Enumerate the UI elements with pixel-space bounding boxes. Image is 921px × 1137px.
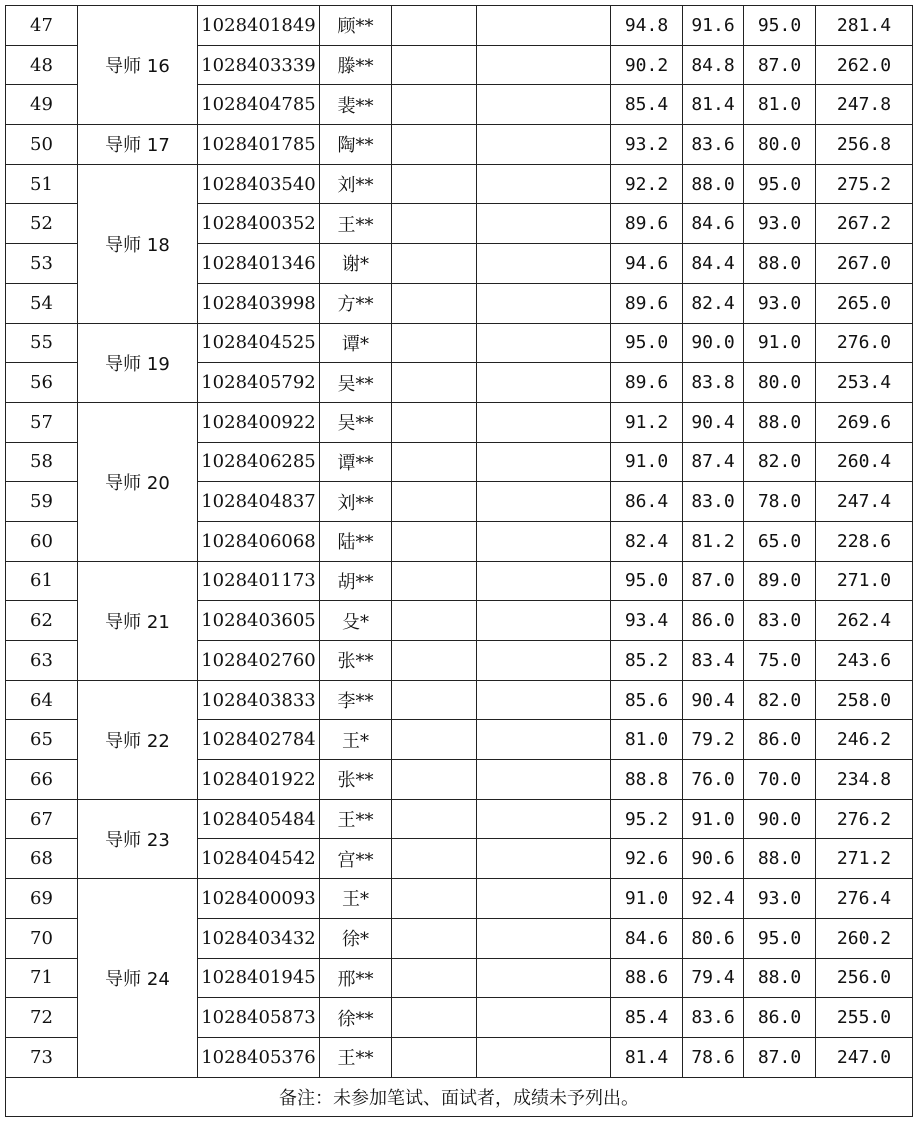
score-2-cell: 84.8 bbox=[683, 45, 744, 85]
tutor-cell: 导师 21 bbox=[78, 561, 198, 680]
name-cell: 张** bbox=[320, 760, 392, 800]
seq-cell: 51 bbox=[6, 164, 78, 204]
total-cell: 276.4 bbox=[816, 879, 913, 919]
name-cell: 刘** bbox=[320, 482, 392, 522]
score-1-cell: 95.0 bbox=[611, 561, 683, 601]
seq-cell: 58 bbox=[6, 442, 78, 482]
total-cell: 253.4 bbox=[816, 363, 913, 403]
score-1-cell: 91.0 bbox=[611, 879, 683, 919]
score-3-cell: 93.0 bbox=[744, 204, 816, 244]
name-cell: 徐** bbox=[320, 998, 392, 1038]
empty-cell bbox=[392, 839, 477, 879]
empty-cell bbox=[477, 641, 611, 681]
score-1-cell: 91.2 bbox=[611, 402, 683, 442]
seq-cell: 64 bbox=[6, 680, 78, 720]
candidate-id-cell: 1028402784 bbox=[198, 720, 320, 760]
score-2-cell: 90.4 bbox=[683, 680, 744, 720]
score-1-cell: 93.2 bbox=[611, 125, 683, 165]
empty-cell bbox=[392, 164, 477, 204]
candidate-id-cell: 1028405484 bbox=[198, 799, 320, 839]
empty-cell bbox=[477, 45, 611, 85]
empty-cell bbox=[392, 482, 477, 522]
seq-cell: 67 bbox=[6, 799, 78, 839]
score-2-cell: 80.6 bbox=[683, 918, 744, 958]
score-table bbox=[5, 5, 913, 1117]
score-1-cell: 89.6 bbox=[611, 204, 683, 244]
empty-cell bbox=[477, 601, 611, 641]
total-cell: 267.2 bbox=[816, 204, 913, 244]
total-cell: 247.0 bbox=[816, 1037, 913, 1077]
seq-cell: 63 bbox=[6, 641, 78, 681]
score-1-cell: 95.0 bbox=[611, 323, 683, 363]
score-1-cell: 81.4 bbox=[611, 1037, 683, 1077]
score-3-cell: 78.0 bbox=[744, 482, 816, 522]
score-3-cell: 95.0 bbox=[744, 164, 816, 204]
tutor-cell: 导师 23 bbox=[78, 799, 198, 878]
name-cell: 王** bbox=[320, 799, 392, 839]
empty-cell bbox=[477, 760, 611, 800]
score-3-cell: 88.0 bbox=[744, 839, 816, 879]
seq-cell: 47 bbox=[6, 6, 78, 46]
name-cell: 李** bbox=[320, 680, 392, 720]
candidate-id-cell: 1028403432 bbox=[198, 918, 320, 958]
tutor-cell: 导师 20 bbox=[78, 402, 198, 561]
empty-cell bbox=[392, 521, 477, 561]
empty-cell bbox=[477, 85, 611, 125]
score-1-cell: 89.6 bbox=[611, 283, 683, 323]
candidate-id-cell: 1028405792 bbox=[198, 363, 320, 403]
name-cell: 吴** bbox=[320, 402, 392, 442]
score-2-cell: 83.8 bbox=[683, 363, 744, 403]
empty-cell bbox=[392, 402, 477, 442]
total-cell: 265.0 bbox=[816, 283, 913, 323]
empty-cell bbox=[477, 998, 611, 1038]
score-3-cell: 88.0 bbox=[744, 402, 816, 442]
tutor-cell: 导师 18 bbox=[78, 164, 198, 323]
score-3-cell: 91.0 bbox=[744, 323, 816, 363]
seq-cell: 53 bbox=[6, 244, 78, 284]
candidate-id-cell: 1028401173 bbox=[198, 561, 320, 601]
score-1-cell: 88.6 bbox=[611, 958, 683, 998]
score-3-cell: 81.0 bbox=[744, 85, 816, 125]
seq-cell: 70 bbox=[6, 918, 78, 958]
candidate-id-cell: 1028403540 bbox=[198, 164, 320, 204]
score-1-cell: 85.6 bbox=[611, 680, 683, 720]
total-cell: 234.8 bbox=[816, 760, 913, 800]
name-cell: 张** bbox=[320, 641, 392, 681]
note-row bbox=[6, 1077, 913, 1117]
score-3-cell: 70.0 bbox=[744, 760, 816, 800]
score-3-cell: 83.0 bbox=[744, 601, 816, 641]
score-3-cell: 88.0 bbox=[744, 244, 816, 284]
table-row bbox=[6, 402, 913, 442]
name-cell: 王* bbox=[320, 720, 392, 760]
total-cell: 243.6 bbox=[816, 641, 913, 681]
name-cell: 殳* bbox=[320, 601, 392, 641]
total-cell: 262.0 bbox=[816, 45, 913, 85]
seq-cell: 61 bbox=[6, 561, 78, 601]
total-cell: 256.8 bbox=[816, 125, 913, 165]
seq-cell: 65 bbox=[6, 720, 78, 760]
total-cell: 275.2 bbox=[816, 164, 913, 204]
empty-cell bbox=[392, 244, 477, 284]
empty-cell bbox=[477, 402, 611, 442]
seq-cell: 60 bbox=[6, 521, 78, 561]
score-3-cell: 88.0 bbox=[744, 958, 816, 998]
total-cell: 271.2 bbox=[816, 839, 913, 879]
seq-cell: 72 bbox=[6, 998, 78, 1038]
seq-cell: 69 bbox=[6, 879, 78, 919]
empty-cell bbox=[477, 283, 611, 323]
candidate-id-cell: 1028404837 bbox=[198, 482, 320, 522]
seq-cell: 59 bbox=[6, 482, 78, 522]
tutor-cell: 导师 22 bbox=[78, 680, 198, 799]
empty-cell bbox=[477, 6, 611, 46]
score-3-cell: 95.0 bbox=[744, 918, 816, 958]
seq-cell: 55 bbox=[6, 323, 78, 363]
score-2-cell: 76.0 bbox=[683, 760, 744, 800]
candidate-id-cell: 1028406068 bbox=[198, 521, 320, 561]
total-cell: 256.0 bbox=[816, 958, 913, 998]
seq-cell: 66 bbox=[6, 760, 78, 800]
empty-cell bbox=[477, 1037, 611, 1077]
candidate-id-cell: 1028405376 bbox=[198, 1037, 320, 1077]
empty-cell bbox=[392, 918, 477, 958]
score-3-cell: 95.0 bbox=[744, 6, 816, 46]
candidate-id-cell: 1028400093 bbox=[198, 879, 320, 919]
name-cell: 裴** bbox=[320, 85, 392, 125]
tutor-cell: 导师 16 bbox=[78, 6, 198, 125]
score-2-cell: 87.4 bbox=[683, 442, 744, 482]
score-2-cell: 83.4 bbox=[683, 641, 744, 681]
empty-cell bbox=[392, 760, 477, 800]
candidate-id-cell: 1028401785 bbox=[198, 125, 320, 165]
empty-cell bbox=[477, 482, 611, 522]
name-cell: 陶** bbox=[320, 125, 392, 165]
score-1-cell: 94.6 bbox=[611, 244, 683, 284]
name-cell: 吴** bbox=[320, 363, 392, 403]
name-cell: 顾** bbox=[320, 6, 392, 46]
score-2-cell: 92.4 bbox=[683, 879, 744, 919]
score-1-cell: 81.0 bbox=[611, 720, 683, 760]
score-3-cell: 82.0 bbox=[744, 442, 816, 482]
table-row bbox=[6, 879, 913, 919]
tutor-cell: 导师 19 bbox=[78, 323, 198, 402]
name-cell: 滕** bbox=[320, 45, 392, 85]
score-2-cell: 90.4 bbox=[683, 402, 744, 442]
empty-cell bbox=[392, 641, 477, 681]
score-3-cell: 93.0 bbox=[744, 283, 816, 323]
table-row bbox=[6, 680, 913, 720]
score-1-cell: 88.8 bbox=[611, 760, 683, 800]
score-1-cell: 94.8 bbox=[611, 6, 683, 46]
empty-cell bbox=[477, 561, 611, 601]
candidate-id-cell: 1028404542 bbox=[198, 839, 320, 879]
empty-cell bbox=[477, 958, 611, 998]
empty-cell bbox=[392, 799, 477, 839]
score-3-cell: 86.0 bbox=[744, 720, 816, 760]
score-2-cell: 87.0 bbox=[683, 561, 744, 601]
table-body bbox=[6, 6, 913, 1078]
name-cell: 刘** bbox=[320, 164, 392, 204]
total-cell: 276.0 bbox=[816, 323, 913, 363]
candidate-id-cell: 1028403339 bbox=[198, 45, 320, 85]
seq-cell: 57 bbox=[6, 402, 78, 442]
name-cell: 宫** bbox=[320, 839, 392, 879]
table-row bbox=[6, 561, 913, 601]
empty-cell bbox=[477, 164, 611, 204]
score-1-cell: 84.6 bbox=[611, 918, 683, 958]
empty-cell bbox=[477, 323, 611, 363]
score-2-cell: 83.6 bbox=[683, 125, 744, 165]
score-1-cell: 95.2 bbox=[611, 799, 683, 839]
candidate-id-cell: 1028405873 bbox=[198, 998, 320, 1038]
empty-cell bbox=[477, 204, 611, 244]
candidate-id-cell: 1028400352 bbox=[198, 204, 320, 244]
empty-cell bbox=[392, 442, 477, 482]
candidate-id-cell: 1028406285 bbox=[198, 442, 320, 482]
total-cell: 269.6 bbox=[816, 402, 913, 442]
seq-cell: 73 bbox=[6, 1037, 78, 1077]
seq-cell: 56 bbox=[6, 363, 78, 403]
footnote: 备注：未参加笔试、面试者，成绩未予列出。 bbox=[6, 1077, 913, 1117]
candidate-id-cell: 1028404525 bbox=[198, 323, 320, 363]
total-cell: 267.0 bbox=[816, 244, 913, 284]
score-2-cell: 83.6 bbox=[683, 998, 744, 1038]
seq-cell: 48 bbox=[6, 45, 78, 85]
score-2-cell: 83.0 bbox=[683, 482, 744, 522]
candidate-id-cell: 1028402760 bbox=[198, 641, 320, 681]
name-cell: 徐* bbox=[320, 918, 392, 958]
score-3-cell: 89.0 bbox=[744, 561, 816, 601]
table-row bbox=[6, 799, 913, 839]
score-3-cell: 75.0 bbox=[744, 641, 816, 681]
table-row bbox=[6, 6, 913, 46]
empty-cell bbox=[477, 918, 611, 958]
score-1-cell: 92.6 bbox=[611, 839, 683, 879]
score-3-cell: 82.0 bbox=[744, 680, 816, 720]
name-cell: 谢* bbox=[320, 244, 392, 284]
score-2-cell: 82.4 bbox=[683, 283, 744, 323]
score-3-cell: 87.0 bbox=[744, 45, 816, 85]
score-1-cell: 85.2 bbox=[611, 641, 683, 681]
name-cell: 王** bbox=[320, 204, 392, 244]
empty-cell bbox=[477, 799, 611, 839]
empty-cell bbox=[477, 125, 611, 165]
score-2-cell: 90.0 bbox=[683, 323, 744, 363]
seq-cell: 62 bbox=[6, 601, 78, 641]
score-1-cell: 85.4 bbox=[611, 85, 683, 125]
empty-cell bbox=[392, 601, 477, 641]
score-1-cell: 85.4 bbox=[611, 998, 683, 1038]
name-cell: 邢** bbox=[320, 958, 392, 998]
name-cell: 陆** bbox=[320, 521, 392, 561]
tutor-cell: 导师 24 bbox=[78, 879, 198, 1077]
empty-cell bbox=[392, 561, 477, 601]
empty-cell bbox=[392, 720, 477, 760]
empty-cell bbox=[392, 680, 477, 720]
empty-cell bbox=[392, 363, 477, 403]
seq-cell: 52 bbox=[6, 204, 78, 244]
seq-cell: 71 bbox=[6, 958, 78, 998]
table-row bbox=[6, 125, 913, 165]
empty-cell bbox=[392, 85, 477, 125]
empty-cell bbox=[392, 958, 477, 998]
name-cell: 胡** bbox=[320, 561, 392, 601]
candidate-id-cell: 1028404785 bbox=[198, 85, 320, 125]
total-cell: 271.0 bbox=[816, 561, 913, 601]
name-cell: 谭* bbox=[320, 323, 392, 363]
total-cell: 281.4 bbox=[816, 6, 913, 46]
total-cell: 228.6 bbox=[816, 521, 913, 561]
empty-cell bbox=[392, 45, 477, 85]
total-cell: 260.4 bbox=[816, 442, 913, 482]
total-cell: 246.2 bbox=[816, 720, 913, 760]
empty-cell bbox=[477, 879, 611, 919]
score-3-cell: 80.0 bbox=[744, 363, 816, 403]
seq-cell: 68 bbox=[6, 839, 78, 879]
score-2-cell: 86.0 bbox=[683, 601, 744, 641]
candidate-id-cell: 1028403605 bbox=[198, 601, 320, 641]
score-2-cell: 78.6 bbox=[683, 1037, 744, 1077]
name-cell: 王** bbox=[320, 1037, 392, 1077]
candidate-id-cell: 1028401922 bbox=[198, 760, 320, 800]
score-2-cell: 91.6 bbox=[683, 6, 744, 46]
table-row bbox=[6, 164, 913, 204]
candidate-id-cell: 1028401849 bbox=[198, 6, 320, 46]
candidate-id-cell: 1028403833 bbox=[198, 680, 320, 720]
score-1-cell: 82.4 bbox=[611, 521, 683, 561]
score-1-cell: 93.4 bbox=[611, 601, 683, 641]
score-1-cell: 89.6 bbox=[611, 363, 683, 403]
score-2-cell: 81.2 bbox=[683, 521, 744, 561]
score-2-cell: 79.2 bbox=[683, 720, 744, 760]
score-2-cell: 81.4 bbox=[683, 85, 744, 125]
empty-cell bbox=[477, 720, 611, 760]
empty-cell bbox=[392, 879, 477, 919]
total-cell: 262.4 bbox=[816, 601, 913, 641]
total-cell: 260.2 bbox=[816, 918, 913, 958]
score-2-cell: 84.6 bbox=[683, 204, 744, 244]
score-2-cell: 90.6 bbox=[683, 839, 744, 879]
score-1-cell: 90.2 bbox=[611, 45, 683, 85]
score-3-cell: 87.0 bbox=[744, 1037, 816, 1077]
empty-cell bbox=[477, 839, 611, 879]
tutor-cell: 导师 17 bbox=[78, 125, 198, 165]
empty-cell bbox=[392, 204, 477, 244]
empty-cell bbox=[477, 442, 611, 482]
score-2-cell: 88.0 bbox=[683, 164, 744, 204]
total-cell: 255.0 bbox=[816, 998, 913, 1038]
candidate-id-cell: 1028400922 bbox=[198, 402, 320, 442]
score-3-cell: 80.0 bbox=[744, 125, 816, 165]
name-cell: 方** bbox=[320, 283, 392, 323]
seq-cell: 49 bbox=[6, 85, 78, 125]
seq-cell: 50 bbox=[6, 125, 78, 165]
empty-cell bbox=[392, 323, 477, 363]
name-cell: 王* bbox=[320, 879, 392, 919]
score-1-cell: 91.0 bbox=[611, 442, 683, 482]
empty-cell bbox=[477, 680, 611, 720]
empty-cell bbox=[392, 6, 477, 46]
table-row bbox=[6, 323, 913, 363]
empty-cell bbox=[477, 521, 611, 561]
total-cell: 247.4 bbox=[816, 482, 913, 522]
candidate-id-cell: 1028403998 bbox=[198, 283, 320, 323]
empty-cell bbox=[477, 244, 611, 284]
score-2-cell: 91.0 bbox=[683, 799, 744, 839]
score-2-cell: 84.4 bbox=[683, 244, 744, 284]
seq-cell: 54 bbox=[6, 283, 78, 323]
candidate-id-cell: 1028401346 bbox=[198, 244, 320, 284]
empty-cell bbox=[392, 998, 477, 1038]
total-cell: 258.0 bbox=[816, 680, 913, 720]
empty-cell bbox=[392, 125, 477, 165]
empty-cell bbox=[392, 283, 477, 323]
candidate-id-cell: 1028401945 bbox=[198, 958, 320, 998]
empty-cell bbox=[477, 363, 611, 403]
score-3-cell: 93.0 bbox=[744, 879, 816, 919]
empty-cell bbox=[392, 1037, 477, 1077]
total-cell: 276.2 bbox=[816, 799, 913, 839]
score-3-cell: 65.0 bbox=[744, 521, 816, 561]
score-3-cell: 90.0 bbox=[744, 799, 816, 839]
score-3-cell: 86.0 bbox=[744, 998, 816, 1038]
score-2-cell: 79.4 bbox=[683, 958, 744, 998]
score-1-cell: 92.2 bbox=[611, 164, 683, 204]
score-1-cell: 86.4 bbox=[611, 482, 683, 522]
name-cell: 谭** bbox=[320, 442, 392, 482]
total-cell: 247.8 bbox=[816, 85, 913, 125]
